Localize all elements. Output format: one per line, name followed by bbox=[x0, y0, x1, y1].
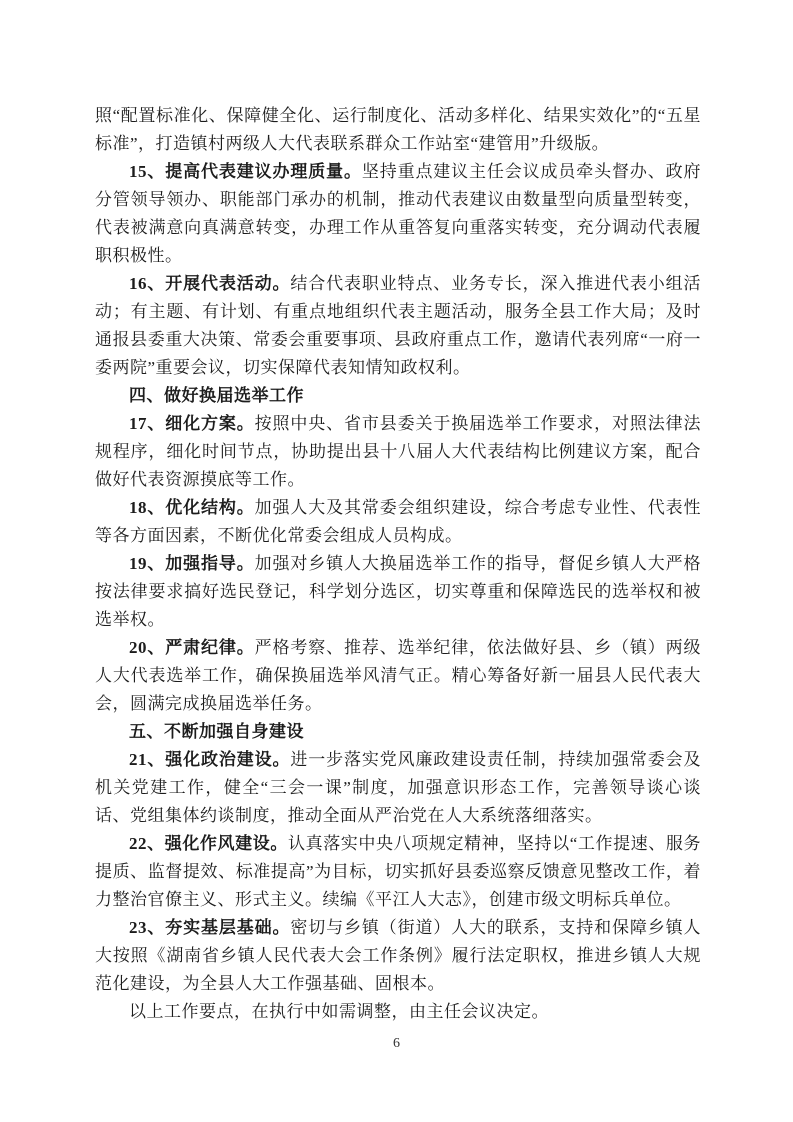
paragraph-item-23-text: 密切与乡镇（街道）人大的联系，支持和保障乡镇人大按照《湖南省乡镇人民代表大会工作条例》履行法定职权，推进乡镇人大规范化建设，为全县人大工作强基础、固根本。 bbox=[95, 918, 702, 993]
paragraph-item-23-lead: 23、夯实基层基础。 bbox=[129, 918, 291, 937]
paragraph-item-17-text: 按照中央、省市县委关于换届选举工作要求，对照法律法规程序，细化时间节点，协助提出县十八届人大代表结构比例建议方案，配合做好代表资源摸底等工作。 bbox=[95, 414, 702, 489]
paragraph-item-15-text: 坚持重点建议主任会议成员牵头督办、政府分管领导领办、职能部门承办的机制，推动代表建议由数量型向质量型转变，代表被满意向真满意转变，办理工作从重答复向重落实转变，充分调动代表履职积极性。 bbox=[95, 162, 702, 265]
paragraph-item-23 bbox=[95, 914, 701, 998]
paragraph-item-18-lead: 18、优化结构。 bbox=[129, 498, 255, 517]
paragraph-item-20 bbox=[95, 634, 701, 718]
paragraph-item-18-text: 加强人大及其常委会组织建设，综合考虑专业性、代表性等各方面因素，不断优化常委会组成人员构成。 bbox=[95, 498, 702, 545]
paragraph-item-19-lead: 19、加强指导。 bbox=[129, 554, 255, 573]
paragraph-item-17 bbox=[95, 410, 701, 494]
paragraph-item-19-text: 加强对乡镇人大换届选举工作的指导，督促乡镇人大严格按法律要求搞好选民登记，科学划分选区，切实尊重和保障选民的选举权和被选举权。 bbox=[95, 554, 702, 629]
paragraph-continuation: 照“配置标准化、保障健全化、运行制度化、活动多样化、结果实效化”的“五星标准”，打造镇村两级人大代表联系群众工作站室“建管用”升级版。 bbox=[95, 106, 701, 153]
paragraph-closing: 以上工作要点，在执行中如需调整，由主任会议决定。 bbox=[129, 1002, 549, 1021]
paragraph-item-19 bbox=[95, 550, 701, 634]
paragraph-item-21-lead: 21、强化政治建设。 bbox=[129, 750, 291, 769]
section-heading-4: 四、做好换届选举工作 bbox=[129, 386, 304, 405]
paragraph-item-21 bbox=[95, 746, 701, 830]
document-body bbox=[95, 102, 701, 1026]
section-heading-5: 五、不断加强自身建设 bbox=[129, 722, 304, 741]
paragraph-item-21-text: 进一步落实党风廉政建设责任制，持续加强常委会及机关党建工作，健全“三会一课”制度，加强意识形态工作，完善领导谈心谈话、党组集体约谈制度，推动全面从严治党在人大系统落细落实。 bbox=[95, 750, 702, 825]
paragraph-item-18 bbox=[95, 494, 701, 550]
paragraph-item-22-text: 认真落实中央八项规定精神，坚持以“工作提速、服务提质、监督提效、标准提高”为目标，切实抓好县委巡察反馈意见整改工作，着力整治官僚主义、形式主义。续编《平江人大志》，创建市级文明标兵单位。 bbox=[95, 834, 702, 909]
paragraph-item-22-lead: 22、强化作风建设。 bbox=[129, 834, 288, 853]
paragraph-item-16-lead: 16、开展代表活动。 bbox=[129, 274, 291, 293]
paragraph-item-16-text: 结合代表职业特点、业务专长，深入推进代表小组活动；有主题、有计划、有重点地组织代表主题活动，服务全县工作大局；及时通报县委重大决策、常委会重要事项、县政府重点工作，邀请代表列席“一府一委两院”重要会议，切实保障代表知情知政权利。 bbox=[95, 274, 702, 377]
paragraph-item-15 bbox=[95, 158, 701, 270]
page-number: 6 bbox=[393, 1036, 400, 1051]
paragraph-item-20-lead: 20、严肃纪律。 bbox=[129, 638, 255, 657]
paragraph-item-17-lead: 17、细化方案。 bbox=[129, 414, 255, 433]
paragraph-item-20-text: 严格考察、推荐、选举纪律，依法做好县、乡（镇）两级人大代表选举工作，确保换届选举风清气正。精心筹备好新一届县人民代表大会，圆满完成换届选举任务。 bbox=[95, 638, 702, 713]
paragraph-item-22 bbox=[95, 830, 701, 914]
paragraph-item-16 bbox=[95, 270, 701, 382]
paragraph-item-15-lead: 15、提高代表建议办理质量。 bbox=[129, 162, 362, 181]
